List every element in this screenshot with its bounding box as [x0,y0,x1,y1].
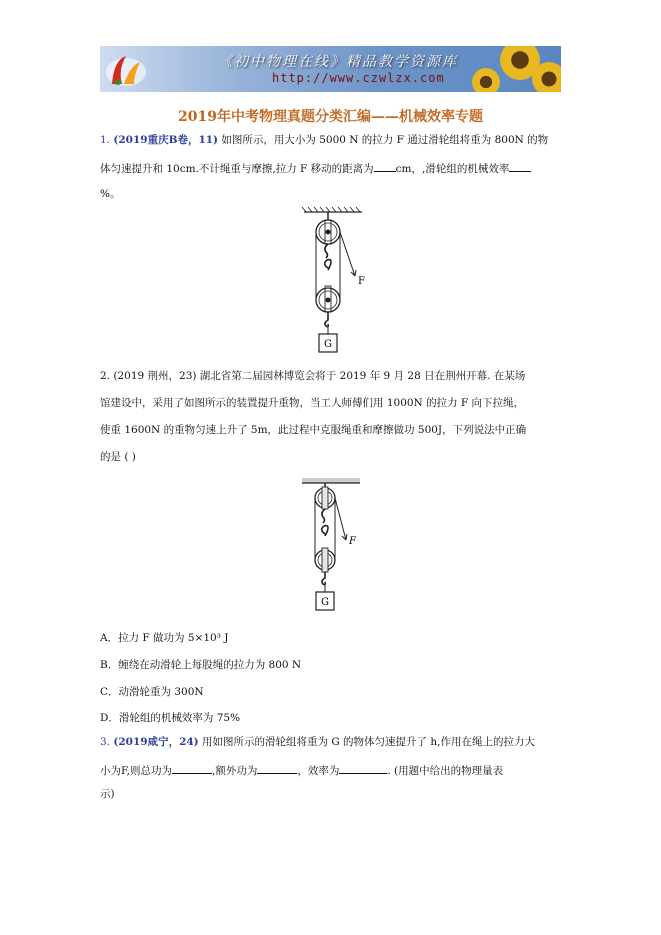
q3-text-2a: 小为F,则总功为 [100,765,172,777]
q2-force-label: F [349,536,356,547]
q3-line-1 [100,735,535,749]
q2-line-3: 使重 1600N 的重物匀速上升了 5m，此过程中克服绳重和摩擦做功 500J，下列说法中正确 [100,424,527,436]
q2-option-c[interactable]: C．动滑轮重为 300N [100,686,204,698]
movable-pulley-icon [316,286,340,312]
q2-line-1: 2. (2019 荆州，23) 湖北省第二届园林博览会将于 2019 年 9 月 28 日在荆州开幕. 在某场 [100,370,526,382]
q3-source: (2019咸宁，24) [113,736,199,748]
q2-option-d[interactable]: D．滑轮组的机械效率为 75% [100,712,241,724]
q1-force-label: F [358,276,365,287]
q3-text-1: 用如图所示的滑轮组将重为 G 的物体匀速提升了 h,作用在绳上的拉力大 [202,736,535,748]
q1-source: (2019重庆B卷，11) [113,134,219,146]
q3-blank-3[interactable] [339,762,387,774]
movable-pulley-icon [315,548,335,572]
sunflower-decoration [532,62,561,92]
ceiling-hatch-icon [302,478,360,483]
q1-line-3: %。 [100,188,121,200]
q1-blank-1[interactable] [374,160,396,172]
q1-text-1: 如图所示，用大小为 5000 N 的拉力 F 通过滑轮组将重为 800N 的物 [221,134,549,146]
page-title: 2019年中考物理真题分类汇编——机械效率专题 [178,109,483,125]
q2-line-2: 馆建设中，采用了如图所示的装置提升重物，当工人师傅们用 1000N 的拉力 F 向下拉绳， [100,397,525,409]
q2-weight-label: G [321,597,329,608]
site-logo-icon [104,52,148,88]
header-banner [100,46,561,92]
q1-number: 1. [100,134,111,146]
q3-text-2b: ,额外功为 [212,765,258,777]
fixed-pulley-icon [316,220,340,244]
q3-blank-1[interactable] [172,762,212,774]
banner-url: http://www.czwlzx.com [272,71,445,85]
q2-option-b[interactable]: B．缠绕在动滑轮上每股绳的拉力为 800 N [100,659,302,671]
fixed-pulley-icon [315,487,335,509]
q1-line-2 [100,160,531,176]
q3-text-2c: ，效率为 [297,765,340,777]
q1-pulley-figure [300,206,370,356]
q1-weight-label: G [324,339,332,350]
q2-pulley-figure [298,478,368,613]
ceiling-hatch-icon [302,207,362,212]
q2-line-4: 的是 ( ) [100,451,136,463]
sunflower-decoration [472,68,500,92]
q1-text-2a: 体匀速提升和 10cm.不计绳重与摩擦,拉力 F 移动的距离为 [100,163,374,175]
q3-line-3: 示) [100,788,115,800]
q3-blank-2[interactable] [257,762,297,774]
q3-text-2d: . (用题中给出的物理量表 [387,765,504,777]
q1-text-2b: cm，,滑轮组的机械效率 [395,163,510,175]
q1-line-1 [100,133,548,147]
q2-option-a[interactable]: A．拉力 F 做功为 5×10³ J [100,632,229,644]
q3-line-2 [100,762,503,778]
banner-slogan: 《初中物理在线》精品教学资源库 [218,54,458,70]
q3-number: 3. [100,736,111,748]
q1-blank-2[interactable] [509,160,531,172]
